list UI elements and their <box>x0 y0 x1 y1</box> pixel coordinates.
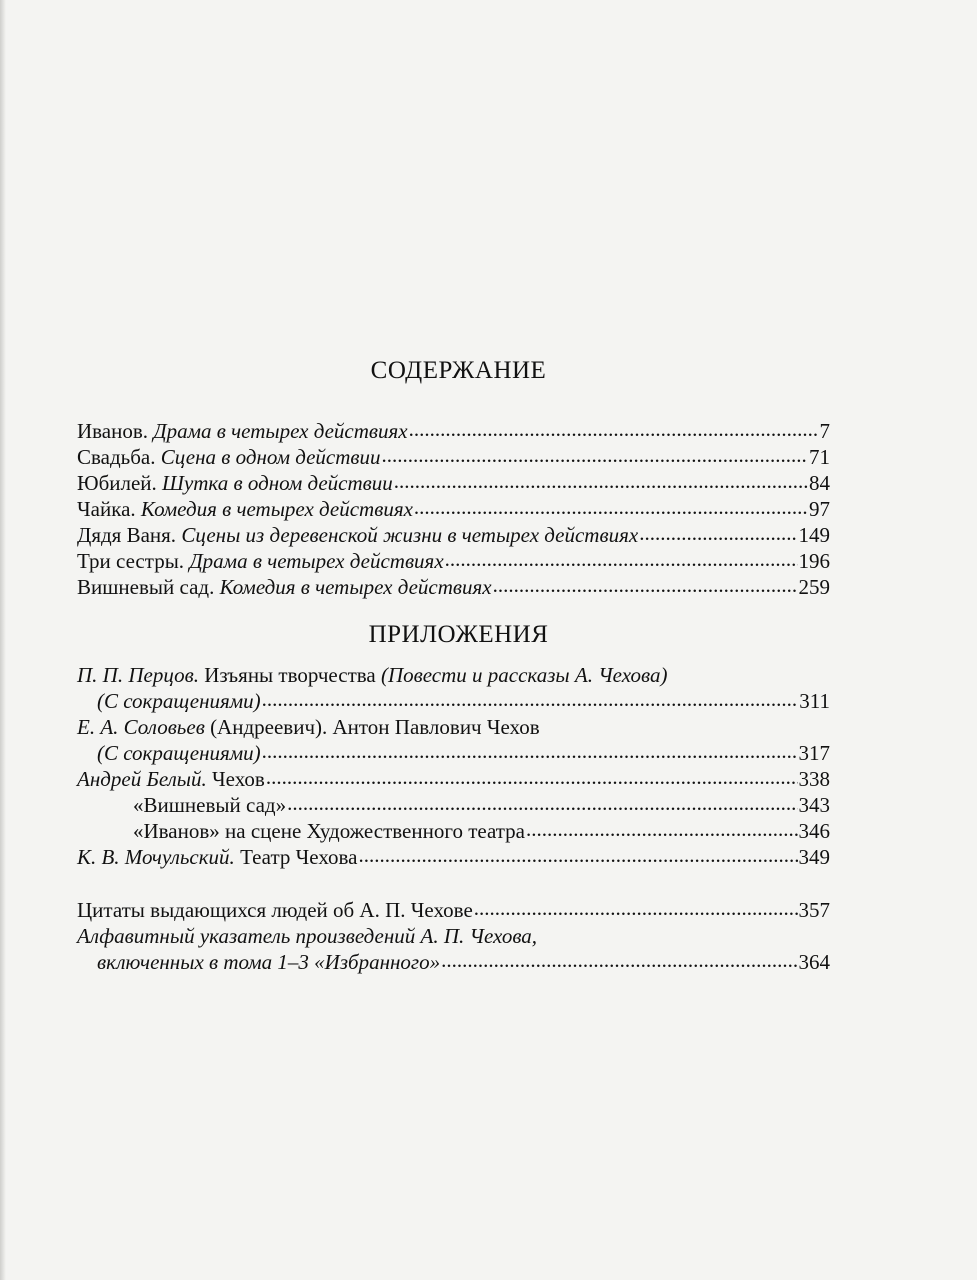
dot-leader <box>414 498 808 516</box>
dot-leader <box>409 420 819 438</box>
page-number: 7 <box>819 419 830 443</box>
toc-entry-svadba[interactable] <box>77 444 830 470</box>
entry-title: Цитаты выдающихся людей об А. П. Чехове <box>77 898 473 922</box>
entry-title: Антон Павлович Чехов <box>332 715 540 739</box>
entry-subtitle: Сцены из деревенской жизни в четырех действиях <box>181 523 639 547</box>
dot-leader <box>382 446 808 464</box>
dot-leader <box>287 794 797 812</box>
toc-entry-tri-sestry[interactable] <box>77 548 830 574</box>
dot-leader <box>358 846 797 864</box>
dot-leader <box>526 820 798 838</box>
toc-entry-vishnevy-sad[interactable] <box>77 574 830 600</box>
dot-leader <box>639 524 797 542</box>
appendix-heading: ПРИЛОЖЕНИЯ <box>368 621 549 648</box>
page-number: 84 <box>809 471 830 495</box>
entry-title: Изъяны творчества <box>204 663 376 687</box>
toc-entry-bely-vishnevy-sad[interactable] <box>77 792 830 818</box>
entry-author: К. В. Мочульский. <box>77 845 235 869</box>
entry-subtitle: Сцена в одном действии <box>160 445 381 469</box>
page-number: 343 <box>798 793 830 817</box>
entry-title: Театр Чехова <box>240 845 358 869</box>
page-number: 338 <box>798 767 830 791</box>
entry-author: Андрей Белый. <box>77 767 207 791</box>
page-number: 349 <box>798 845 830 869</box>
entry-subtitle: Шутка в одном действии <box>162 471 393 495</box>
toc-entry-pertsov-line1[interactable] <box>77 662 830 688</box>
toc-entry-chayka[interactable] <box>77 496 830 522</box>
dot-leader <box>394 472 808 490</box>
dot-leader <box>474 899 798 917</box>
dot-leader <box>266 768 798 786</box>
toc-entry-pertsov-line2[interactable] <box>77 688 830 714</box>
entry-author: П. П. Перцов. <box>77 663 199 687</box>
toc-entry-solovyov-line1[interactable] <box>77 714 830 740</box>
entry-name: Иванов. <box>77 419 149 443</box>
entry-name: Юбилей. <box>77 471 157 495</box>
page-number: 71 <box>809 445 830 469</box>
entry-note: (С сокращениями) <box>97 689 261 713</box>
contents-heading: СОДЕРЖАНИЕ <box>370 357 547 384</box>
dot-leader <box>445 550 798 568</box>
page-number: 317 <box>798 741 830 765</box>
dot-leader <box>493 576 798 594</box>
toc-entry-bely[interactable] <box>77 766 830 792</box>
entry-title: Чехов <box>212 767 265 791</box>
entry-author: Е. А. Соловьев <box>77 715 205 739</box>
toc-entry-yubiley[interactable] <box>77 470 830 496</box>
entry-pseudonym: (Андреевич). <box>210 715 328 739</box>
dot-leader <box>262 742 798 760</box>
entry-title: «Вишневый сад» <box>133 793 287 817</box>
dot-leader <box>262 690 799 708</box>
entry-subtitle: Комедия в четырех действиях <box>140 497 413 521</box>
toc-entry-dyadya-vanya[interactable] <box>77 522 830 548</box>
entry-subtitle: Драма в четырех действиях <box>189 549 444 573</box>
entry-note: (С сокращениями) <box>97 741 261 765</box>
entry-subtitle: Драма в четырех действиях <box>153 419 408 443</box>
toc-entry-mochulsky[interactable] <box>77 844 830 870</box>
page-number: 97 <box>809 497 830 521</box>
page-number: 357 <box>798 898 830 922</box>
extras-list <box>77 897 830 975</box>
entry-note: (Повести и рассказы А. Чехова) <box>380 663 668 687</box>
entry-name: Три сестры. <box>77 549 185 573</box>
contents-list <box>77 418 830 600</box>
page-number: 311 <box>799 689 830 713</box>
entry-subtitle: Комедия в четырех действиях <box>219 575 492 599</box>
toc-entry-index-line2[interactable] <box>77 949 830 975</box>
appendix-list <box>77 662 830 870</box>
entry-title: включенных в тома 1–3 «Избранного» <box>97 950 441 974</box>
entry-name: Чайка. <box>77 497 136 521</box>
toc-entry-ivanov[interactable] <box>77 418 830 444</box>
entry-name: Дядя Ваня. <box>77 523 177 547</box>
dot-leader <box>441 951 797 969</box>
toc-entry-bely-ivanov[interactable] <box>77 818 830 844</box>
toc-entry-quotes[interactable] <box>77 897 830 923</box>
page-number: 196 <box>798 549 830 573</box>
entry-name: Вишневый сад. <box>77 575 215 599</box>
toc-entry-solovyov-line2[interactable] <box>77 740 830 766</box>
page-number: 346 <box>798 819 830 843</box>
toc-entry-index-line1[interactable]: Алфавитный указатель произведений А. П. Чехова, <box>77 924 538 948</box>
page-number: 364 <box>798 950 830 974</box>
page-number: 259 <box>798 575 830 599</box>
entry-title: «Иванов» на сцене Художественного театра <box>133 819 525 843</box>
entry-name: Свадьба. <box>77 445 156 469</box>
page-number: 149 <box>798 523 830 547</box>
